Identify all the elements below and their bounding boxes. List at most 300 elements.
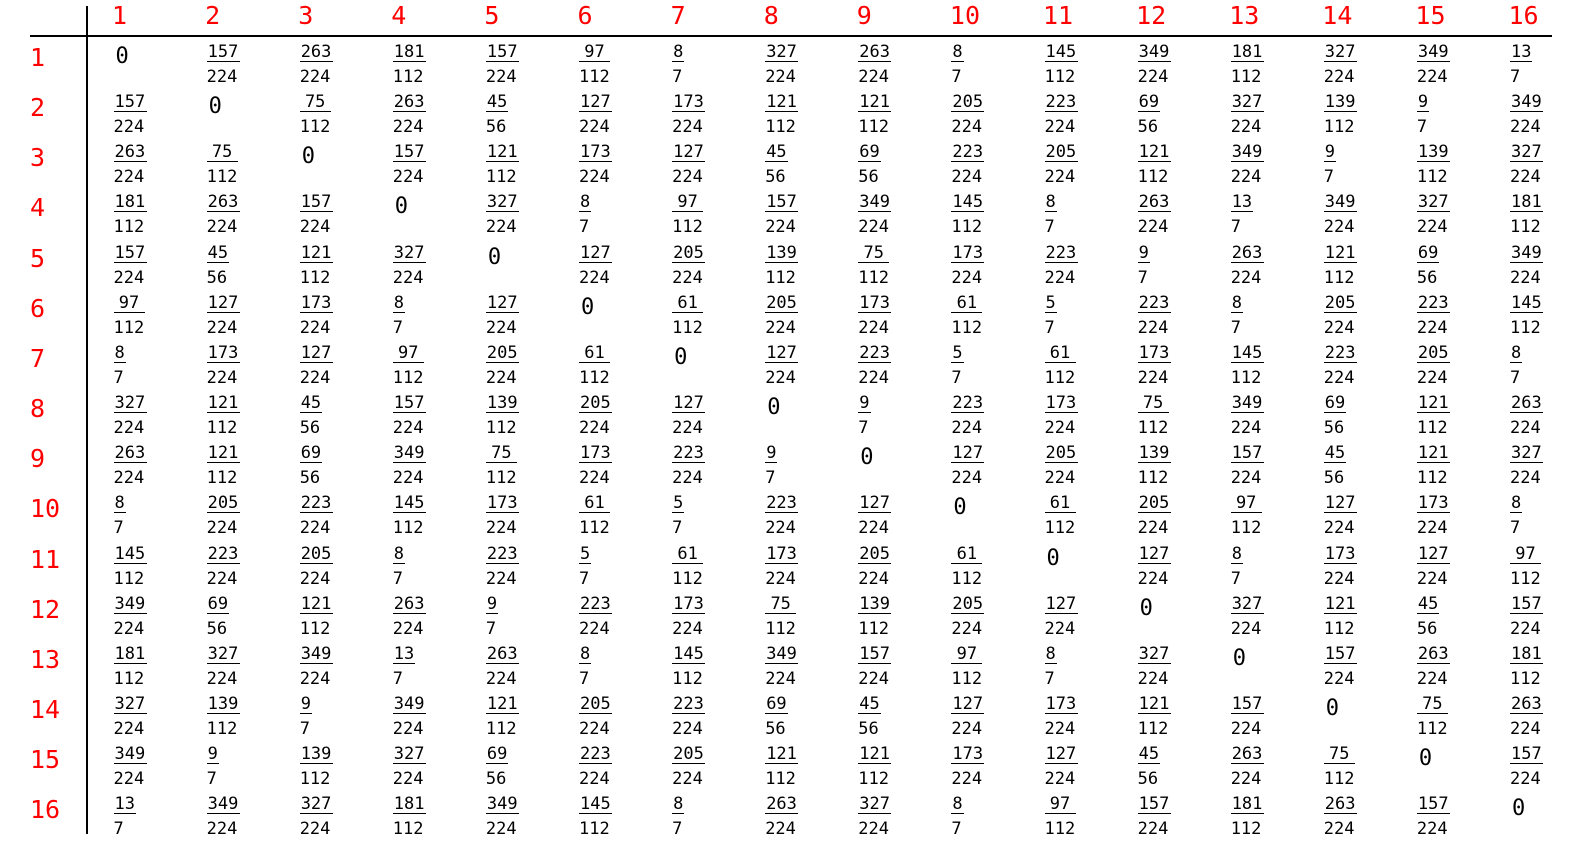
- denominator: 224: [858, 217, 890, 238]
- denominator: 224: [765, 518, 796, 539]
- numerator: 45: [207, 242, 229, 263]
- denominator: 56: [1416, 618, 1438, 639]
- numerator: 97: [393, 344, 424, 363]
- denominator: 7: [1230, 317, 1241, 338]
- numerator: 173: [580, 142, 611, 163]
- row-header: 13: [30, 644, 61, 674]
- numerator: 121: [859, 92, 891, 113]
- numerator: 9: [859, 393, 870, 414]
- numerator: 263: [1511, 393, 1542, 414]
- denominator: 112: [1230, 367, 1262, 388]
- numerator: 8: [114, 342, 125, 363]
- numerator: 205: [673, 744, 704, 765]
- denominator: 56: [299, 418, 321, 439]
- denominator: 112: [1510, 668, 1541, 689]
- denominator: 224: [1416, 217, 1448, 238]
- numerator: 205: [1324, 292, 1356, 313]
- vertical-divider: [86, 6, 88, 834]
- numerator: 121: [766, 744, 797, 765]
- numerator: 173: [580, 443, 611, 464]
- denominator: 224: [485, 67, 517, 87]
- numerator: 8: [114, 493, 125, 514]
- denominator: 224: [579, 117, 610, 138]
- numerator: 9: [486, 593, 498, 614]
- denominator: 7: [206, 769, 217, 790]
- denominator: 7: [1230, 568, 1241, 589]
- denominator: 224: [579, 167, 610, 188]
- denominator: 224: [1044, 468, 1076, 489]
- numerator: 327: [766, 42, 797, 62]
- numerator: 157: [1138, 794, 1170, 815]
- numerator: 349: [1324, 192, 1356, 213]
- numerator: 349: [1231, 142, 1263, 163]
- numerator: 145: [580, 794, 611, 815]
- denominator: 224: [765, 568, 796, 589]
- column-header: 16: [1508, 1, 1539, 30]
- numerator: 327: [1511, 142, 1542, 163]
- numerator: 263: [393, 593, 425, 614]
- denominator: 224: [1044, 267, 1076, 288]
- denominator: 224: [485, 518, 517, 539]
- row-header: 5: [30, 243, 46, 273]
- denominator: 112: [1323, 117, 1355, 138]
- numerator: 223: [952, 142, 984, 163]
- denominator: 224: [951, 167, 983, 188]
- denominator: 224: [1323, 217, 1355, 238]
- numerator: 205: [1045, 142, 1077, 163]
- denominator: 56: [765, 167, 786, 188]
- denominator: 112: [672, 217, 703, 238]
- denominator: 112: [113, 668, 145, 689]
- row-header: 7: [30, 343, 46, 373]
- numerator: 223: [1417, 292, 1449, 313]
- numerator: 327: [114, 693, 146, 714]
- denominator: 112: [1230, 819, 1262, 840]
- numerator: 139: [300, 744, 332, 765]
- numerator: 223: [486, 543, 518, 564]
- numerator: 45: [486, 92, 508, 113]
- denominator: 224: [113, 167, 145, 188]
- denominator: 224: [1230, 418, 1262, 439]
- numerator: 97: [1045, 795, 1076, 814]
- numerator: 97: [1231, 494, 1262, 513]
- denominator: 224: [392, 718, 424, 739]
- numerator: 45: [1417, 593, 1439, 614]
- denominator: 224: [1137, 317, 1169, 338]
- numerator: 127: [1417, 543, 1449, 564]
- denominator: 56: [206, 267, 228, 288]
- denominator: 224: [113, 267, 145, 288]
- numerator: 139: [1417, 142, 1449, 163]
- denominator: 224: [392, 418, 424, 439]
- numerator: 263: [766, 794, 797, 815]
- denominator: 56: [299, 468, 321, 489]
- numerator: 45: [859, 693, 880, 714]
- numerator: 181: [393, 42, 425, 62]
- denominator: 112: [765, 769, 796, 790]
- numerator: 181: [1511, 192, 1542, 213]
- denominator: 224: [765, 668, 796, 689]
- numerator: 349: [766, 643, 797, 664]
- denominator: 7: [392, 568, 404, 589]
- numerator: 349: [859, 192, 891, 213]
- numerator: 61: [1045, 494, 1076, 513]
- denominator: 224: [206, 317, 238, 338]
- numerator: 223: [300, 493, 332, 514]
- numerator: 127: [673, 393, 704, 414]
- numerator: 139: [1138, 443, 1170, 464]
- numerator: 145: [952, 192, 984, 213]
- denominator: 112: [765, 618, 796, 639]
- numerator: 327: [1231, 92, 1263, 113]
- numerator: 61: [951, 545, 982, 564]
- numerator: 121: [859, 744, 891, 765]
- numerator: 127: [207, 292, 239, 313]
- matrix-cell-zero: 0: [674, 344, 688, 370]
- denominator: 112: [858, 267, 890, 288]
- numerator: 349: [1231, 393, 1263, 414]
- numerator: 61: [579, 494, 610, 513]
- denominator: 7: [579, 568, 590, 589]
- numerator: 9: [300, 693, 311, 714]
- denominator: 224: [951, 418, 983, 439]
- numerator: 349: [114, 744, 146, 765]
- denominator: 112: [299, 267, 331, 288]
- denominator: 112: [392, 67, 424, 87]
- numerator: 75: [1324, 745, 1355, 764]
- numerator: 121: [1417, 443, 1449, 464]
- row-header: 15: [30, 745, 61, 775]
- numerator: 263: [300, 42, 332, 62]
- denominator: 224: [1323, 819, 1355, 840]
- numerator: 97: [114, 294, 145, 313]
- column-header: 9: [856, 1, 872, 30]
- denominator: 224: [392, 618, 424, 639]
- column-header: 15: [1415, 1, 1446, 30]
- numerator: 205: [673, 242, 704, 263]
- numerator: 8: [673, 794, 684, 815]
- denominator: 224: [299, 367, 331, 388]
- numerator: 205: [486, 342, 518, 363]
- denominator: 224: [206, 217, 238, 238]
- denominator: 224: [1510, 167, 1541, 188]
- denominator: 224: [672, 769, 703, 790]
- numerator: 173: [486, 493, 518, 514]
- denominator: 224: [1137, 67, 1169, 87]
- denominator: 112: [1510, 317, 1541, 338]
- denominator: 7: [1416, 117, 1428, 138]
- denominator: 224: [1510, 769, 1541, 790]
- numerator: 127: [952, 443, 984, 464]
- denominator: 56: [206, 618, 228, 639]
- numerator: 349: [1138, 42, 1170, 62]
- denominator: 224: [951, 618, 983, 639]
- numerator: 205: [952, 92, 984, 113]
- column-header: 8: [763, 1, 779, 30]
- numerator: 45: [766, 142, 787, 163]
- denominator: 224: [1230, 468, 1262, 489]
- denominator: 224: [299, 67, 331, 87]
- numerator: 205: [300, 543, 332, 564]
- column-header: 7: [670, 1, 686, 30]
- numerator: 127: [673, 142, 704, 163]
- denominator: 224: [1137, 217, 1169, 238]
- numerator: 263: [1231, 242, 1263, 263]
- numerator: 173: [673, 92, 704, 113]
- denominator: 112: [299, 117, 331, 138]
- denominator: 224: [1416, 367, 1448, 388]
- denominator: 224: [765, 217, 796, 238]
- column-header: 13: [1229, 1, 1260, 30]
- matrix-cell-zero: 0: [487, 244, 502, 270]
- denominator: 224: [206, 67, 238, 87]
- matrix-cell-zero: 0: [1232, 645, 1246, 671]
- denominator: 224: [1323, 518, 1355, 539]
- denominator: 224: [672, 468, 703, 489]
- denominator: 56: [485, 769, 507, 790]
- numerator: 181: [393, 794, 425, 815]
- denominator: 224: [392, 468, 424, 489]
- numerator: 69: [859, 142, 880, 163]
- numerator: 121: [1324, 242, 1356, 263]
- numerator: 9: [1417, 92, 1429, 113]
- denominator: 112: [392, 518, 424, 539]
- numerator: 181: [1511, 643, 1542, 664]
- denominator: 112: [1230, 67, 1262, 87]
- denominator: 224: [1044, 718, 1076, 739]
- denominator: 56: [858, 167, 879, 188]
- denominator: 224: [1510, 718, 1541, 739]
- numerator: 173: [207, 342, 239, 363]
- numerator: 97: [672, 193, 703, 212]
- denominator: 224: [858, 568, 890, 589]
- denominator: 112: [485, 468, 517, 489]
- numerator: 327: [207, 643, 239, 664]
- denominator: 7: [113, 367, 124, 388]
- numerator: 157: [393, 142, 425, 163]
- denominator: 112: [1044, 518, 1076, 539]
- numerator: 69: [300, 443, 322, 464]
- numerator: 223: [673, 693, 704, 714]
- numerator: 8: [1231, 543, 1242, 564]
- numerator: 263: [1324, 794, 1356, 815]
- denominator: 7: [672, 819, 683, 840]
- numerator: 327: [1417, 192, 1449, 213]
- numerator: 75: [486, 444, 517, 463]
- denominator: 112: [1137, 468, 1169, 489]
- denominator: 7: [1230, 217, 1241, 238]
- denominator: 56: [1137, 769, 1159, 790]
- matrix-cell-zero: 0: [208, 94, 222, 120]
- denominator: 224: [579, 418, 610, 439]
- denominator: 224: [485, 317, 517, 338]
- numerator: 8: [580, 643, 591, 664]
- numerator: 205: [766, 292, 797, 313]
- row-header: 6: [30, 293, 46, 323]
- denominator: 224: [672, 167, 703, 188]
- numerator: 349: [114, 593, 146, 614]
- denominator: 112: [1044, 67, 1076, 87]
- numerator: 327: [393, 242, 425, 263]
- row-header: 3: [30, 143, 46, 173]
- numerator: 127: [580, 242, 611, 263]
- numerator: 9: [1324, 142, 1336, 163]
- numerator: 263: [486, 643, 518, 664]
- numerator: 157: [114, 242, 146, 263]
- denominator: 224: [1416, 668, 1448, 689]
- numerator: 263: [393, 92, 425, 113]
- numerator: 121: [1138, 142, 1170, 163]
- numerator: 145: [393, 493, 425, 514]
- numerator: 173: [673, 593, 704, 614]
- denominator: 7: [1044, 217, 1055, 238]
- denominator: 7: [951, 819, 962, 840]
- denominator: 7: [765, 468, 776, 489]
- denominator: 112: [1323, 618, 1355, 639]
- denominator: 224: [1510, 117, 1541, 138]
- matrix-cell-zero: 0: [1512, 796, 1526, 822]
- denominator: 56: [1137, 117, 1159, 138]
- row-header: 11: [30, 544, 61, 574]
- denominator: 224: [1044, 618, 1076, 639]
- numerator: 205: [952, 593, 984, 614]
- denominator: 224: [672, 117, 703, 138]
- denominator: 112: [858, 618, 890, 639]
- denominator: 224: [1230, 718, 1262, 739]
- numerator: 75: [300, 93, 331, 112]
- numerator: 145: [1231, 342, 1263, 363]
- numerator: 349: [1511, 242, 1542, 263]
- numerator: 145: [1045, 42, 1077, 62]
- denominator: 112: [1416, 167, 1448, 188]
- numerator: 145: [1511, 292, 1542, 313]
- numerator: 69: [1138, 92, 1160, 113]
- denominator: 224: [485, 568, 517, 589]
- denominator: 224: [206, 668, 238, 689]
- denominator: 224: [113, 468, 145, 489]
- numerator: 8: [393, 543, 405, 564]
- denominator: 224: [113, 618, 145, 639]
- denominator: 112: [1510, 217, 1541, 238]
- numerator: 97: [579, 43, 610, 62]
- denominator: 224: [113, 418, 145, 439]
- numerator: 75: [207, 143, 238, 162]
- numerator: 139: [1324, 92, 1356, 113]
- numerator: 121: [1138, 693, 1170, 714]
- denominator: 112: [206, 468, 238, 489]
- numerator: 327: [1231, 593, 1263, 614]
- column-header: 1: [112, 1, 128, 30]
- numerator: 127: [1324, 493, 1356, 514]
- numerator: 127: [486, 292, 518, 313]
- denominator: 7: [1510, 367, 1521, 388]
- numerator: 139: [766, 242, 797, 263]
- numerator: 139: [486, 393, 518, 414]
- numerator: 5: [580, 543, 591, 564]
- denominator: 224: [1416, 67, 1448, 87]
- numerator: 205: [1138, 493, 1170, 514]
- numerator: 327: [486, 192, 518, 213]
- denominator: 224: [579, 618, 610, 639]
- numerator: 205: [580, 693, 611, 714]
- row-header: 12: [30, 594, 61, 624]
- numerator: 121: [207, 443, 239, 464]
- numerator: 8: [580, 192, 591, 213]
- denominator: 224: [113, 718, 145, 739]
- denominator: 224: [858, 367, 890, 388]
- numerator: 69: [1324, 393, 1346, 414]
- denominator: 224: [392, 167, 424, 188]
- denominator: 7: [1510, 67, 1521, 87]
- numerator: 181: [114, 192, 146, 213]
- numerator: 13: [1231, 192, 1253, 213]
- denominator: 112: [299, 618, 331, 639]
- numerator: 9: [1138, 242, 1149, 263]
- denominator: 112: [1416, 718, 1448, 739]
- denominator: 56: [1416, 267, 1438, 288]
- denominator: 112: [299, 769, 331, 790]
- denominator: 224: [579, 468, 610, 489]
- numerator: 127: [859, 493, 891, 514]
- denominator: 224: [206, 367, 238, 388]
- denominator: 7: [299, 718, 310, 739]
- matrix-cell-zero: 0: [581, 294, 595, 320]
- numerator: 8: [1231, 292, 1242, 313]
- numerator: 173: [766, 543, 797, 564]
- numerator: 173: [1138, 342, 1170, 363]
- denominator: 112: [485, 418, 517, 439]
- numerator: 157: [1231, 693, 1263, 714]
- horizontal-divider: [30, 35, 1552, 37]
- numerator: 157: [1417, 794, 1449, 815]
- denominator: 112: [765, 117, 796, 138]
- numerator: 205: [580, 393, 611, 414]
- denominator: 224: [858, 668, 890, 689]
- denominator: 7: [1044, 668, 1055, 689]
- denominator: 224: [1323, 367, 1355, 388]
- numerator: 5: [1045, 292, 1056, 313]
- numerator: 127: [952, 693, 984, 714]
- denominator: 112: [392, 367, 424, 388]
- denominator: 224: [1044, 167, 1076, 188]
- numerator: 75: [1138, 394, 1169, 413]
- denominator: 7: [113, 819, 124, 840]
- denominator: 7: [1323, 167, 1335, 188]
- numerator: 157: [1511, 744, 1542, 765]
- numerator: 173: [1324, 543, 1356, 564]
- numerator: 145: [114, 543, 146, 564]
- numerator: 349: [1511, 92, 1542, 113]
- denominator: 224: [1230, 618, 1262, 639]
- denominator: 224: [206, 568, 238, 589]
- denominator: 7: [672, 67, 683, 87]
- denominator: 224: [299, 668, 331, 689]
- denominator: 112: [1416, 418, 1448, 439]
- denominator: 224: [1323, 317, 1355, 338]
- denominator: 224: [765, 367, 796, 388]
- denominator: 112: [1510, 568, 1541, 589]
- numerator: 5: [673, 493, 684, 514]
- numerator: 13: [393, 643, 415, 664]
- numerator: 349: [207, 794, 239, 815]
- numerator: 263: [1417, 643, 1449, 664]
- denominator: 224: [392, 267, 424, 288]
- denominator: 224: [1137, 367, 1169, 388]
- numerator: 157: [1231, 443, 1263, 464]
- numerator: 157: [486, 42, 518, 62]
- denominator: 224: [579, 718, 610, 739]
- denominator: 112: [113, 217, 145, 238]
